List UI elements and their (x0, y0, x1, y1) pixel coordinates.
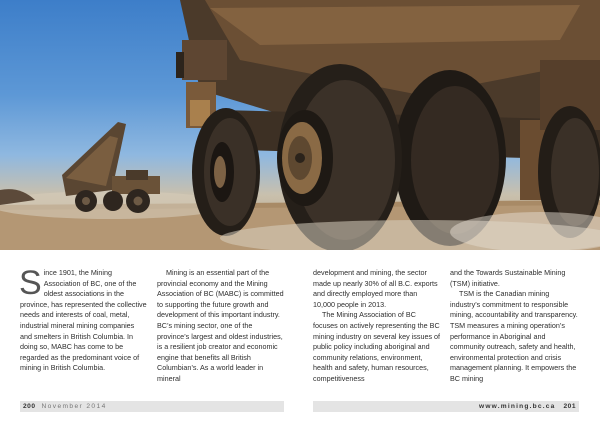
footer-right (313, 401, 579, 412)
column-3-text-b: The Mining Association of BC focuses on actively representing the BC mining industry on several key issues of public policy including aboriginal and community relations, environment, health and safety, human resources, competitiveness (313, 310, 441, 383)
website-link[interactable]: www.mining.bc.ca (479, 403, 556, 410)
article-column-3 (313, 268, 441, 385)
column-2-text: Mining is an essential part of the provincial economy and the Mining Association of BC (MABC) is committed to supporting the future growth and development of this important industry. BC’s mining sector, one of the province’s largest and oldest industries, is a resilient job creator and economic engine that benefits all British Columbian’s. As a world leader in mineral (157, 268, 284, 383)
article-paragraph (157, 268, 285, 385)
column-4-text-a: and the Towards Sustainable Mining (TSM) initiative. (450, 268, 566, 288)
article-paragraph (313, 310, 441, 384)
column-1-text: ince 1901, the Mining Association of BC, one of the oldest associations in the province, has represented the collective needs and interests of coal, metal, industrial mineral mining companies and smelters in British Columbia. In doing so, MABC has come to be regarded as the predominant voice of mining in British Columbia. (20, 268, 147, 373)
column-3-text-a: development and mining, the sector made up nearly 30% of all B.C. exports and directly employed more than 10,000 people in 2013. (313, 268, 438, 309)
page-number-left: 200 (23, 403, 36, 410)
article-paragraph (450, 289, 578, 384)
front-tire (192, 108, 260, 236)
column-4-text-b: TSM is the Canadian mining industry’s commitment to responsible mining, accountability and transparency. TSM measures a mining operation’s performance in Aboriginal and community outreach, safety and health, environmental protection and crisis management planning. It empowers the BC mining (450, 289, 578, 383)
footer-left (20, 401, 284, 412)
article-column-4 (450, 268, 578, 385)
distant-truck (62, 122, 160, 213)
article-paragraph (450, 268, 578, 289)
article-column-2 (157, 268, 285, 385)
drop-cap: S (19, 264, 42, 302)
page-number-right: 201 (563, 403, 576, 410)
article-column-1 (19, 264, 148, 374)
article-paragraph (313, 268, 441, 310)
issue-date: November 2014 (41, 403, 107, 410)
article-paragraph (19, 264, 148, 374)
